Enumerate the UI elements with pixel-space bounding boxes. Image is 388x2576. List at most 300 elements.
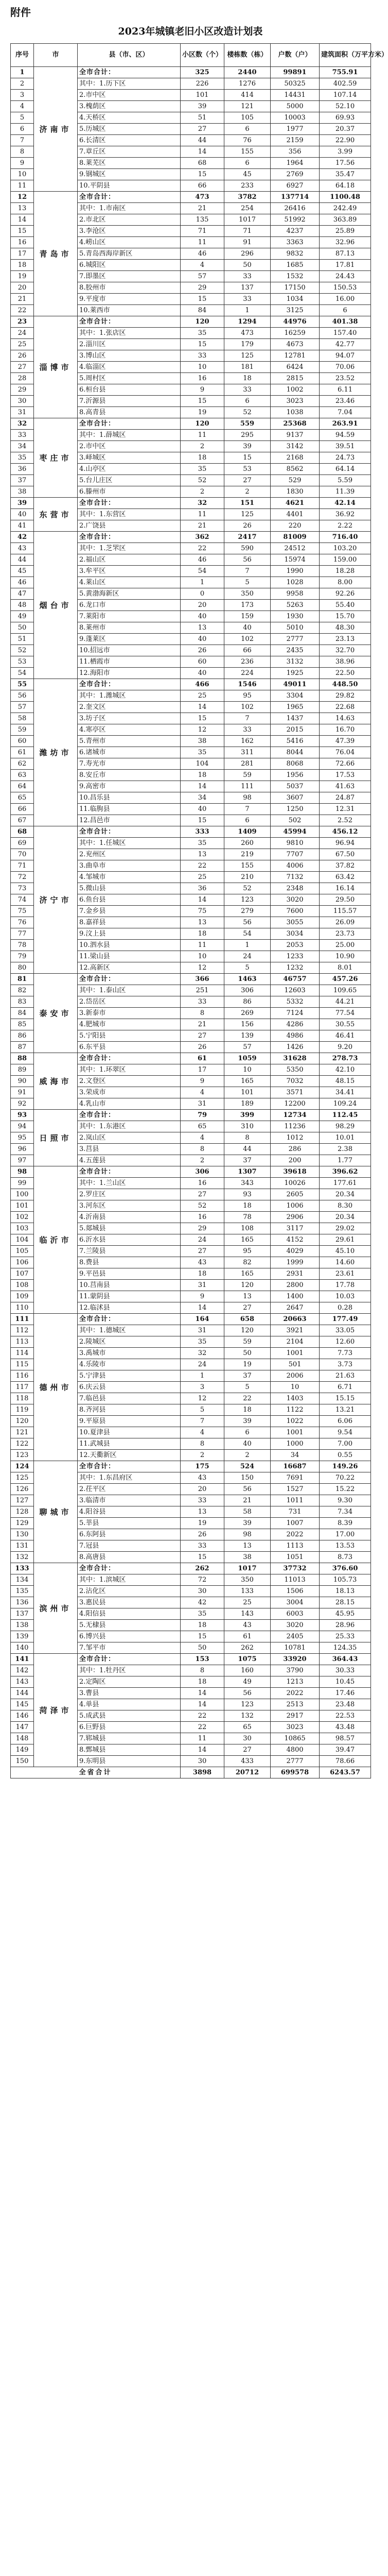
subtotal-households: 39618: [271, 1166, 320, 1178]
cell-buildings: 33: [224, 724, 271, 736]
cell-households: 12200: [271, 1098, 320, 1110]
row-number: 110: [11, 1302, 34, 1314]
row-number: 57: [11, 702, 34, 713]
row-number: 53: [11, 656, 34, 668]
cell-households: 1964: [271, 158, 320, 169]
city-subtotal-row: [11, 532, 371, 543]
county-name: 10.昌乐县: [78, 792, 181, 804]
subtotal-buildings: 2417: [224, 532, 271, 543]
cell-buildings: 56: [224, 917, 271, 928]
cell-buildings: 26: [224, 520, 271, 532]
cell-households: 1532: [271, 271, 320, 282]
cell-households: 16259: [271, 328, 320, 339]
county-name: 其中：1.潍城区: [78, 690, 181, 702]
county-name: 12.高新区: [78, 962, 181, 974]
county-name: 7.章丘区: [78, 146, 181, 158]
cell-households: 2168: [271, 452, 320, 464]
cell-households: 5332: [271, 996, 320, 1008]
county-name: 12.海阳市: [78, 668, 181, 679]
cell-area: 21.63: [320, 1370, 371, 1382]
county-name: 其中：1.任城区: [78, 838, 181, 849]
row-number: 24: [11, 328, 34, 339]
subtotal-area: 457.26: [320, 974, 371, 985]
cell-area: 150.53: [320, 282, 371, 294]
cell-area: 29.02: [320, 1223, 371, 1234]
row-number: 147: [11, 1722, 34, 1733]
cell-communities: 26: [181, 1529, 224, 1540]
cell-communities: 12: [181, 724, 224, 736]
cell-households: 3571: [271, 1087, 320, 1098]
cell-communities: 15: [181, 713, 224, 724]
cell-buildings: 343: [224, 1178, 271, 1189]
county-name: 8.安丘市: [78, 770, 181, 781]
cell-buildings: 66: [224, 645, 271, 656]
row-number: 144: [11, 1688, 34, 1699]
cell-buildings: 108: [224, 1223, 271, 1234]
row-number: 45: [11, 566, 34, 577]
county-name: 5.台儿庄区: [78, 475, 181, 486]
subtotal-label: 全市合计：: [78, 498, 181, 509]
county-name: 3.峄城区: [78, 452, 181, 464]
cell-households: 1956: [271, 770, 320, 781]
row-number: 30: [11, 396, 34, 407]
county-name: 5.宁津县: [78, 1370, 181, 1382]
cell-buildings: 123: [224, 1699, 271, 1710]
row-number: 28: [11, 373, 34, 384]
city-subtotal-row: [11, 974, 371, 985]
cell-communities: 20: [181, 1484, 224, 1495]
row-number: 81: [11, 974, 34, 985]
cell-area: 28.96: [320, 1620, 371, 1631]
cell-area: 363.89: [320, 214, 371, 226]
county-name: 2.岱岳区: [78, 996, 181, 1008]
city-name: 济南市: [34, 67, 78, 192]
county-name: 7.临邑县: [78, 1393, 181, 1404]
cell-communities: 22: [181, 860, 224, 872]
city-name: 泰安市: [34, 974, 78, 1053]
cell-buildings: 39: [224, 1416, 271, 1427]
county-name: 3.坊子区: [78, 713, 181, 724]
cell-buildings: 260: [224, 838, 271, 849]
county-name: 6.巨野县: [78, 1722, 181, 1733]
cell-area: 6: [320, 305, 371, 316]
row-number: 145: [11, 1699, 34, 1710]
province-total-row: [11, 1767, 371, 1778]
row-number: 60: [11, 736, 34, 747]
cell-area: 29.50: [320, 894, 371, 906]
cell-communities: 18: [181, 1268, 224, 1280]
cell-communities: 65: [181, 1121, 224, 1132]
county-name: 10.莒南县: [78, 1280, 181, 1291]
county-name: 4.临淄区: [78, 362, 181, 373]
subtotal-households: 20663: [271, 1314, 320, 1325]
cell-communities: 75: [181, 906, 224, 917]
cell-communities: 14: [181, 894, 224, 906]
cell-area: 7.04: [320, 407, 371, 418]
row-number: 93: [11, 1110, 34, 1121]
county-name: 其中：1.市南区: [78, 203, 181, 214]
cell-buildings: 86: [224, 996, 271, 1008]
cell-area: 0.28: [320, 1302, 371, 1314]
cell-households: 1990: [271, 566, 320, 577]
cell-communities: 33: [181, 1540, 224, 1552]
county-name: 9.平邑县: [78, 1268, 181, 1280]
cell-households: 2931: [271, 1268, 320, 1280]
row-number: 119: [11, 1404, 34, 1416]
cell-households: 9832: [271, 248, 320, 260]
row-number: 68: [11, 826, 34, 838]
subtotal-area: 448.50: [320, 679, 371, 690]
row-number: 51: [11, 634, 34, 645]
county-name: 9.钢城区: [78, 169, 181, 180]
cell-area: 157.40: [320, 328, 371, 339]
cell-communities: 30: [181, 1586, 224, 1597]
cell-communities: 2: [181, 1450, 224, 1461]
cell-communities: 33: [181, 1495, 224, 1506]
county-name: 3.曲阜市: [78, 860, 181, 872]
county-name: 4.乐陵市: [78, 1359, 181, 1370]
cell-communities: 40: [181, 611, 224, 622]
cell-households: 11013: [271, 1574, 320, 1586]
row-number: 27: [11, 362, 34, 373]
cell-area: 87.13: [320, 248, 371, 260]
cell-area: 9.20: [320, 1042, 371, 1053]
cell-households: 4152: [271, 1234, 320, 1246]
row-number: 42: [11, 532, 34, 543]
header-communities: 小区数（个）: [181, 44, 224, 67]
cell-households: 3055: [271, 917, 320, 928]
cell-communities: 35: [181, 464, 224, 475]
cell-buildings: 30: [224, 1733, 271, 1744]
cell-households: 1685: [271, 260, 320, 271]
row-number: 56: [11, 690, 34, 702]
row-number: 2: [11, 78, 34, 90]
county-name: 6.庆云县: [78, 1382, 181, 1393]
subtotal-communities: 120: [181, 316, 224, 328]
county-name: 其中：1.兰山区: [78, 1178, 181, 1189]
row-number: 95: [11, 1132, 34, 1144]
row-number: 33: [11, 430, 34, 441]
cell-households: 5000: [271, 101, 320, 112]
cell-area: 7.34: [320, 1506, 371, 1518]
cell-buildings: 310: [224, 1121, 271, 1132]
cell-buildings: 590: [224, 543, 271, 554]
cell-buildings: 137: [224, 282, 271, 294]
cell-households: 10003: [271, 112, 320, 124]
cell-households: 3020: [271, 1620, 320, 1631]
subtotal-communities: 61: [181, 1053, 224, 1064]
row-number: 16: [11, 237, 34, 248]
cell-buildings: 24: [224, 951, 271, 962]
cell-buildings: 156: [224, 1019, 271, 1030]
cell-buildings: 98: [224, 792, 271, 804]
cell-households: 286: [271, 1144, 320, 1155]
cell-communities: 11: [181, 1733, 224, 1744]
row-number: 18: [11, 260, 34, 271]
subtotal-area: 364.43: [320, 1654, 371, 1665]
subtotal-households: 4621: [271, 498, 320, 509]
cell-communities: 101: [181, 90, 224, 101]
cell-buildings: 132: [224, 1710, 271, 1722]
cell-area: 7.73: [320, 1348, 371, 1359]
cell-households: 1527: [271, 1484, 320, 1495]
cell-households: 10: [271, 1382, 320, 1393]
cell-households: 2777: [271, 1756, 320, 1767]
renovation-plan-table: [10, 43, 388, 1778]
cell-households: 9810: [271, 838, 320, 849]
cell-households: 1977: [271, 124, 320, 135]
cell-communities: 13: [181, 1506, 224, 1518]
row-number: 17: [11, 248, 34, 260]
cell-buildings: 155: [224, 860, 271, 872]
cell-area: 35.47: [320, 169, 371, 180]
county-name: 9.平原县: [78, 1416, 181, 1427]
county-name: 2.市中区: [78, 90, 181, 101]
total-label: 全省合计: [11, 1767, 181, 1778]
cell-communities: 84: [181, 305, 224, 316]
cell-communities: 5: [181, 1404, 224, 1416]
row-number: 39: [11, 498, 34, 509]
cell-area: 15.15: [320, 1393, 371, 1404]
cell-communities: 14: [181, 1302, 224, 1314]
county-name: 3.禹城市: [78, 1348, 181, 1359]
row-number: 64: [11, 781, 34, 792]
cell-communities: 7: [181, 1416, 224, 1427]
cell-buildings: 22: [224, 1393, 271, 1404]
cell-communities: 11: [181, 509, 224, 520]
cell-area: 22.53: [320, 1710, 371, 1722]
cell-buildings: 111: [224, 781, 271, 792]
county-name: 2.市北区: [78, 214, 181, 226]
row-number: 94: [11, 1121, 34, 1132]
cell-communities: 68: [181, 158, 224, 169]
cell-communities: 35: [181, 838, 224, 849]
county-name: 9.蓬莱区: [78, 634, 181, 645]
cell-households: 17150: [271, 282, 320, 294]
city-name: 枣庄市: [34, 418, 78, 498]
cell-households: 1925: [271, 668, 320, 679]
subtotal-households: 46757: [271, 974, 320, 985]
total-area: 6243.57: [320, 1767, 371, 1778]
county-name: 12.临沭县: [78, 1302, 181, 1314]
row-number: 126: [11, 1484, 34, 1495]
cell-area: 12.60: [320, 1336, 371, 1348]
cell-communities: 21: [181, 1019, 224, 1030]
subtotal-communities: 366: [181, 974, 224, 985]
row-number: 109: [11, 1291, 34, 1302]
county-name: 2.定陶区: [78, 1676, 181, 1688]
cell-buildings: 59: [224, 1336, 271, 1348]
row-number: 11: [11, 180, 34, 192]
row-number: 7: [11, 135, 34, 146]
cell-area: 64.18: [320, 180, 371, 192]
cell-area: 55.40: [320, 600, 371, 611]
cell-communities: 25: [181, 690, 224, 702]
cell-buildings: 19: [224, 1359, 271, 1370]
cell-area: 8.30: [320, 1200, 371, 1212]
cell-buildings: 236: [224, 656, 271, 668]
cell-communities: 15: [181, 1552, 224, 1563]
county-name: 2.市中区: [78, 441, 181, 452]
cell-buildings: 43: [224, 1620, 271, 1631]
cell-area: 159.00: [320, 554, 371, 566]
cell-communities: 15: [181, 339, 224, 350]
cell-area: 69.93: [320, 112, 371, 124]
county-name: 4.沂南县: [78, 1212, 181, 1223]
cell-households: 1012: [271, 1132, 320, 1144]
cell-communities: 30: [181, 1756, 224, 1767]
cell-communities: 40: [181, 804, 224, 815]
cell-area: 33.05: [320, 1325, 371, 1336]
cell-buildings: 27: [224, 1744, 271, 1756]
cell-communities: 31: [181, 1280, 224, 1291]
cell-buildings: 59: [224, 770, 271, 781]
city-subtotal-row: [11, 498, 371, 509]
cell-area: 2.52: [320, 815, 371, 826]
cell-area: 10.45: [320, 1676, 371, 1688]
row-number: 59: [11, 724, 34, 736]
document-title: 2023年城镇老旧小区改造计划表: [118, 26, 263, 37]
county-name: 6.桓台县: [78, 384, 181, 396]
cell-communities: 66: [181, 180, 224, 192]
county-name: 8.齐河县: [78, 1404, 181, 1416]
cell-communities: 13: [181, 622, 224, 634]
cell-households: 1022: [271, 1416, 320, 1427]
cell-communities: 8: [181, 1438, 224, 1450]
cell-area: 109.65: [320, 985, 371, 996]
cell-communities: 24: [181, 1359, 224, 1370]
cell-households: 2104: [271, 1336, 320, 1348]
cell-area: 17.78: [320, 1280, 371, 1291]
cell-buildings: 37: [224, 1155, 271, 1166]
cell-area: 38.96: [320, 656, 371, 668]
subtotal-communities: 262: [181, 1563, 224, 1574]
cell-communities: 40: [181, 634, 224, 645]
cell-communities: 18: [181, 452, 224, 464]
cell-buildings: 262: [224, 1642, 271, 1654]
cell-households: 7032: [271, 1076, 320, 1087]
county-name: 7.即墨区: [78, 271, 181, 282]
row-number: 120: [11, 1416, 34, 1427]
cell-communities: 36: [181, 883, 224, 894]
cell-buildings: 10: [224, 1064, 271, 1076]
cell-communities: 18: [181, 1676, 224, 1688]
cell-buildings: 52: [224, 883, 271, 894]
cell-communities: 135: [181, 214, 224, 226]
cell-area: 103.20: [320, 543, 371, 554]
county-name: 2.陵城区: [78, 1336, 181, 1348]
cell-households: 200: [271, 1155, 320, 1166]
cell-households: 4401: [271, 509, 320, 520]
row-number: 106: [11, 1257, 34, 1268]
cell-area: 70.22: [320, 1472, 371, 1484]
subtotal-communities: 32: [181, 498, 224, 509]
county-name: 8.胶州市: [78, 282, 181, 294]
cell-buildings: 120: [224, 1325, 271, 1336]
cell-area: 42.77: [320, 339, 371, 350]
row-number: 99: [11, 1178, 34, 1189]
row-number: 117: [11, 1382, 34, 1393]
cell-communities: 27: [181, 1030, 224, 1042]
subtotal-buildings: 658: [224, 1314, 271, 1325]
cell-buildings: 15: [224, 452, 271, 464]
cell-buildings: 7: [224, 566, 271, 577]
county-name: 6.鱼台县: [78, 894, 181, 906]
cell-area: 22.90: [320, 135, 371, 146]
county-name: 12.天衢新区: [78, 1450, 181, 1461]
cell-households: 2605: [271, 1189, 320, 1200]
cell-buildings: 350: [224, 588, 271, 600]
cell-households: 3304: [271, 690, 320, 702]
subtotal-communities: 362: [181, 532, 224, 543]
county-name: 5.莘县: [78, 1518, 181, 1529]
row-number: 29: [11, 384, 34, 396]
cell-buildings: 433: [224, 1756, 271, 1767]
cell-area: 25.00: [320, 940, 371, 951]
cell-communities: 43: [181, 1472, 224, 1484]
row-number: 132: [11, 1552, 34, 1563]
cell-communities: 14: [181, 1688, 224, 1699]
city-subtotal-row: [11, 316, 371, 328]
subtotal-area: 396.62: [320, 1166, 371, 1178]
row-number: 143: [11, 1676, 34, 1688]
cell-buildings: 414: [224, 90, 271, 101]
county-name: 7.莱阳市: [78, 611, 181, 622]
row-number: 46: [11, 577, 34, 588]
cell-communities: 33: [181, 350, 224, 362]
row-number: 90: [11, 1076, 34, 1087]
cell-area: 52.10: [320, 101, 371, 112]
cell-buildings: 95: [224, 1246, 271, 1257]
subtotal-households: 99891: [271, 67, 320, 78]
row-number: 140: [11, 1642, 34, 1654]
cell-households: 8068: [271, 758, 320, 770]
cell-area: 11.39: [320, 486, 371, 498]
county-name: 6.滕州市: [78, 486, 181, 498]
county-name: 2.文登区: [78, 1076, 181, 1087]
cell-households: 7132: [271, 872, 320, 883]
cell-communities: 29: [181, 1223, 224, 1234]
row-number: 149: [11, 1744, 34, 1756]
cell-area: 23.52: [320, 373, 371, 384]
cell-communities: 22: [181, 1710, 224, 1722]
cell-households: 2435: [271, 645, 320, 656]
cell-area: 12.31: [320, 804, 371, 815]
county-name: 4.五莲县: [78, 1155, 181, 1166]
total-communities: 3898: [181, 1767, 224, 1778]
subtotal-communities: 333: [181, 826, 224, 838]
cell-buildings: 91: [224, 237, 271, 248]
cell-area: 67.50: [320, 849, 371, 860]
row-number: 80: [11, 962, 34, 974]
cell-buildings: 25: [224, 1597, 271, 1608]
row-number: 108: [11, 1280, 34, 1291]
cell-area: 44.21: [320, 996, 371, 1008]
cell-buildings: 279: [224, 906, 271, 917]
row-number: 62: [11, 758, 34, 770]
cell-households: 9958: [271, 588, 320, 600]
cell-households: 1213: [271, 1676, 320, 1688]
county-name: 10.夏津县: [78, 1427, 181, 1438]
row-number: 115: [11, 1359, 34, 1370]
county-name: 7.金乡县: [78, 906, 181, 917]
cell-buildings: 219: [224, 849, 271, 860]
cell-buildings: 2: [224, 486, 271, 498]
cell-communities: 26: [181, 1042, 224, 1053]
row-number: 87: [11, 1042, 34, 1053]
cell-communities: 12: [181, 962, 224, 974]
cell-area: 107.14: [320, 90, 371, 101]
